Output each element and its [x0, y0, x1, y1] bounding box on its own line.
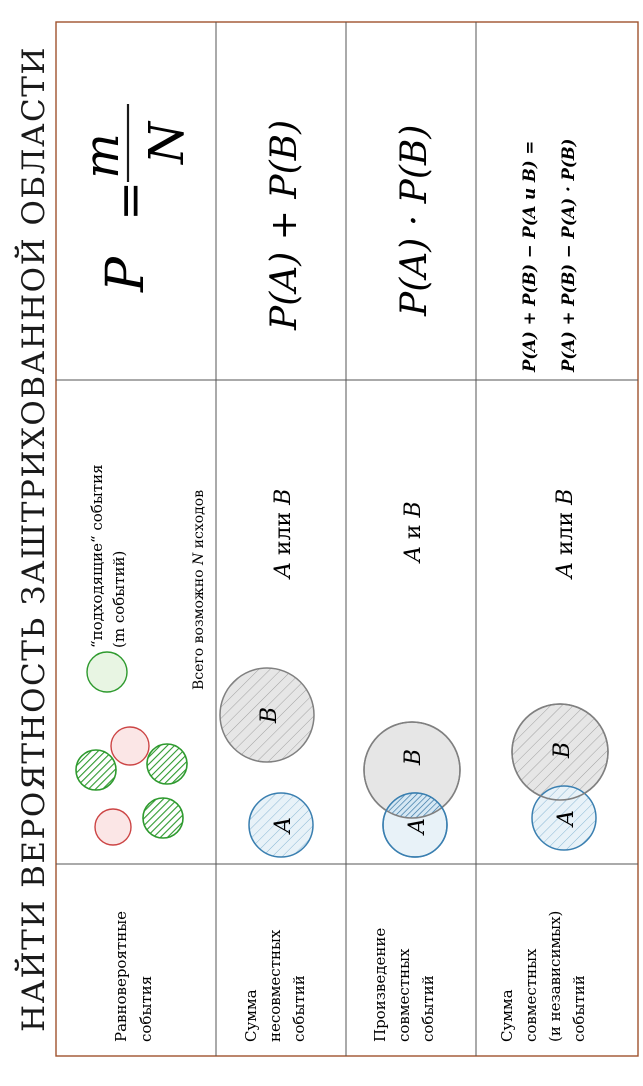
row2-formula: P(A) + P(B): [264, 119, 305, 330]
row2-name-line3: событий: [290, 975, 308, 1042]
legend-line2: (m событий): [110, 550, 128, 648]
row-sum-incompatible: [220, 120, 314, 1042]
row2-events: [271, 489, 296, 580]
row4-events-A: A: [553, 562, 578, 578]
row4-events-B: B: [553, 488, 578, 505]
row1-name-line2: события: [137, 975, 155, 1042]
page-title: НАЙТИ ВЕРОЯТНОСТЬ ЗАШТРИХОВАННОЙ ОБЛАСТИ: [16, 46, 52, 1032]
event-B-label: B: [401, 748, 426, 766]
event-B-label: B: [550, 741, 575, 759]
row3-events: [401, 501, 426, 564]
row4-name-line2: совместных: [522, 948, 540, 1042]
row3-events-op: и: [401, 517, 426, 547]
row2-events-op: или: [271, 504, 296, 563]
legend-text: [88, 460, 128, 648]
row2-events-B: B: [271, 488, 296, 505]
table-border: [56, 22, 638, 1056]
row3-name-line2: совместных: [395, 948, 413, 1042]
event-ball-hatched-green: [143, 798, 183, 838]
row1-name: [112, 906, 155, 1042]
row3-formula: P(A) · P(B): [394, 124, 435, 316]
event-A-label: A: [405, 818, 430, 834]
row4-events-op: или: [553, 504, 578, 563]
event-ball-hatched-green: [76, 750, 116, 790]
row1-name-line1: Равновероятные: [112, 910, 130, 1042]
event-ball-hatched-green: [147, 744, 187, 784]
row2-name: [242, 925, 308, 1042]
row-sum-compatible: [498, 139, 608, 1042]
formula-eq: =: [102, 180, 158, 221]
event-A-label: A: [554, 810, 579, 826]
row3-name: [371, 923, 437, 1042]
formula-numerator: m: [74, 133, 130, 179]
total-outcomes-text: [191, 490, 207, 690]
legend-green-ball: [87, 652, 127, 692]
row2-name-line1: Сумма: [242, 989, 260, 1042]
row4-formula-line1: P(A) + P(B) − P(A и B) =: [520, 140, 539, 372]
table-grid: [56, 22, 638, 1056]
row4-events: [553, 489, 578, 580]
formula-P: P: [96, 257, 156, 292]
total-suffix: исходов: [191, 489, 207, 553]
row4-name-line1: Сумма: [498, 989, 516, 1042]
total-prefix: Всего возможно: [191, 565, 207, 690]
row4-formula-line2: P(A) + P(B) − P(A) · P(B): [559, 138, 578, 372]
formula-classic: [74, 104, 195, 293]
formula-denominator: N: [139, 122, 195, 164]
row3-name-line1: Произведение: [371, 927, 389, 1042]
event-A-label: A: [271, 817, 296, 833]
table-inner-lines: [56, 22, 638, 1056]
total-N: N: [191, 552, 207, 566]
row4-name: [498, 906, 588, 1042]
row3-name-line3: событий: [419, 975, 437, 1042]
row4-name-line3: (и независимых): [546, 910, 564, 1042]
row4-name-line4: событий: [570, 975, 588, 1042]
row2-name-line2: несовместных: [266, 929, 284, 1042]
row-equiprobable: [74, 104, 207, 1042]
row3-events-B: B: [401, 501, 426, 518]
row2-events-A: A: [271, 562, 296, 578]
row-product-compatible: [364, 125, 460, 1042]
event-ball-red: [111, 727, 149, 765]
event-ball-red: [95, 809, 131, 845]
row3-events-A: A: [401, 546, 426, 562]
event-B-label: B: [257, 706, 282, 724]
legend-line1: “подходящие“ события: [88, 464, 106, 648]
